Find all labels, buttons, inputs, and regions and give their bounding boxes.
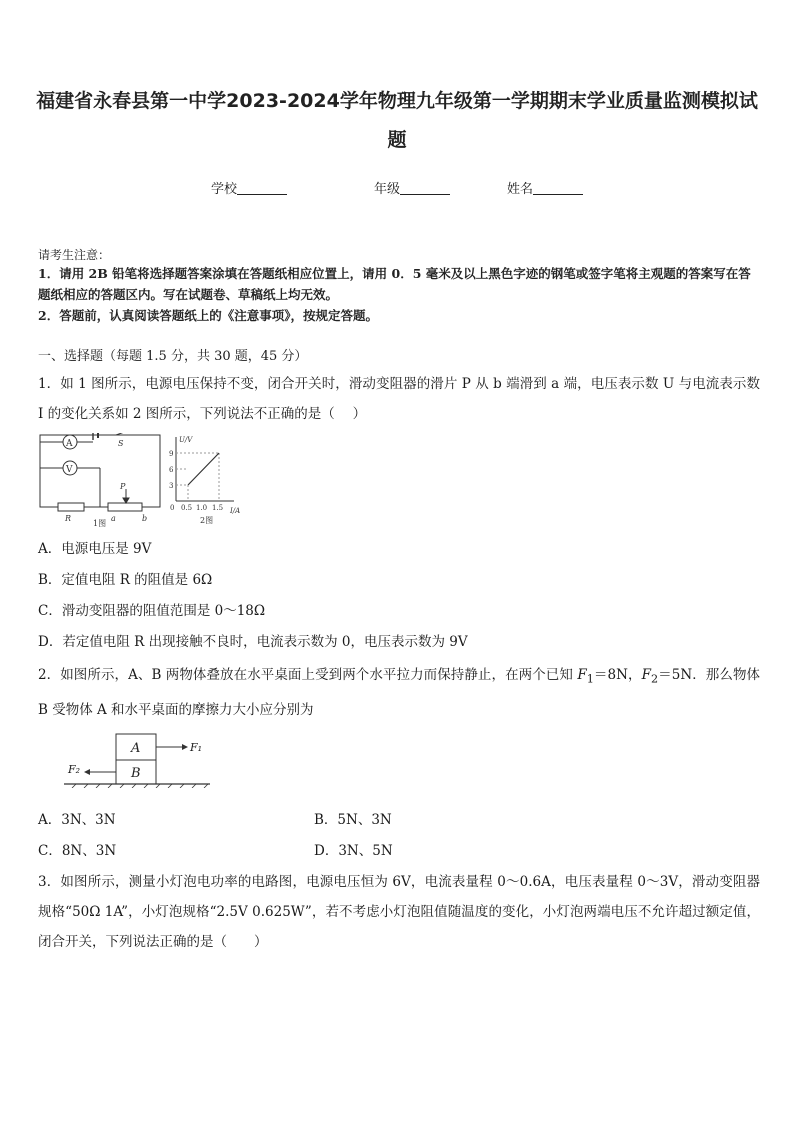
question-2-stem (38, 660, 760, 725)
data-line (188, 453, 219, 485)
figure-2-caption: 2图 (200, 516, 214, 525)
question-2-option-c: C．8N、3N (38, 843, 117, 859)
f1-value: ＝8N， (593, 667, 642, 683)
section-heading: 一、选择题（每题 1.5 分，共 30 题，45 分） (38, 349, 308, 364)
circuit-diagram (40, 433, 160, 511)
x-tick-1-5: 1.5 (212, 504, 224, 512)
block-a-label: A (131, 741, 141, 756)
grade-label: 年级 (374, 182, 401, 197)
name-label: 姓名 (507, 182, 534, 197)
question-3-stem: 3．如图所示，测量小灯泡电功率的电路图，电源电压恒为 6V，电流表量程 0～0.6A，电压表量程 0～3V，滑动变阻器规格“50Ω 1A”，小灯泡规格“2.5V 0.625W”，若不考虑小灯泡阻值随温度的变化，小灯泡两端电压不允许超过额定值，闭合开关，下列说法正确的是（ ） (38, 874, 760, 950)
question-1-option-c: C．滑动变阻器的阻值范围是 0～18Ω (38, 603, 266, 619)
resistor-r (58, 503, 84, 511)
end-b-label: b (142, 514, 148, 523)
end-a-label: a (111, 514, 116, 523)
slider-label: P (120, 482, 126, 491)
f2-symbol: F (641, 667, 651, 683)
question-1-figure (38, 433, 244, 528)
force-f1-label: F₁ (190, 741, 203, 754)
f1-symbol: F (577, 667, 587, 683)
question-1-stem: 1．如 1 图所示，电源电压保持不变，闭合开关时，滑动变阻器的滑片 P 从 b 端滑到 a 端，电压表示数 U 与电流表示数 I 的变化关系如 2 图所示，下列说法不正确的是（ ） (38, 376, 760, 422)
question-1-option-a: A．电源电压是 9V (38, 541, 152, 557)
question-1-option-d: D．若定值电阻 R 出现接触不良时，电流表示数为 0，电压表示数为 9V (38, 634, 468, 650)
x-tick-0-5: 0.5 (181, 504, 193, 512)
name-field (507, 180, 583, 200)
voltmeter-label: V (66, 465, 73, 475)
arrow-f1-head (182, 744, 188, 750)
exam-title-line2: 题 (387, 129, 407, 151)
y-tick-3: 3 (169, 482, 174, 490)
f1-subscript: 1 (586, 672, 594, 686)
exam-title-line1: 福建省永春县第一中学2023-2024学年物理九年级第一学期期末学业质量监测模拟试 (36, 90, 758, 112)
grade-blank (400, 180, 450, 195)
y-tick-9: 9 (169, 450, 174, 458)
question-1-option-b: B．定值电阻 R 的阻值是 6Ω (38, 572, 213, 588)
u-i-graph (176, 437, 234, 501)
question-2-option-b: B．5N、3N (314, 812, 392, 828)
question-2-figure (64, 730, 210, 788)
notice-item-1: 1．请用 2B 铅笔将选择题答案涂填在答题纸相应位置上，请用 0．5 毫米及以上黑色字迹的钢笔或签字笔将主观题的答案写在答题纸相应的答题区内。写在试题卷、草稿纸上均无效。 (38, 266, 751, 302)
ammeter-label: A (66, 439, 73, 449)
notice-item-2: 2．答题前，认真阅读答题纸上的《注意事项》，按规定答题。 (38, 308, 378, 323)
rheostat (108, 503, 142, 511)
figure-1-caption: 1图 (93, 519, 107, 528)
notice-heading: 请考生注意： (38, 248, 111, 262)
y-tick-6: 6 (169, 466, 174, 474)
y-axis-label: U/V (179, 436, 193, 444)
name-blank (533, 180, 583, 195)
f2-subscript: 2 (650, 672, 659, 686)
school-label: 学校 (211, 182, 238, 197)
x-axis-label: I/A (230, 507, 241, 515)
question-2-stem-part2: ＝5N．那么物体 B 受物体 A 和水平桌面的摩擦力大小应分别为 (38, 667, 761, 718)
resistor-label: R (65, 514, 72, 523)
force-f2-label: F₂ (68, 763, 81, 776)
x-tick-1-0: 1.0 (196, 504, 208, 512)
school-blank (237, 180, 287, 195)
block-b-label: B (131, 766, 141, 781)
origin-label: 0 (170, 504, 175, 512)
question-2-stem-part1: 2．如图所示，A、B 两物体叠放在水平桌面上受到两个水平拉力而保持静止，在两个已知 (38, 667, 578, 683)
question-2-option-d: D．3N、5N (314, 843, 393, 859)
grade-field (374, 180, 450, 200)
school-field (211, 180, 287, 200)
switch-label: S (118, 439, 124, 448)
question-2-option-a: A．3N、3N (38, 812, 116, 828)
arrow-f2-head (84, 769, 90, 775)
